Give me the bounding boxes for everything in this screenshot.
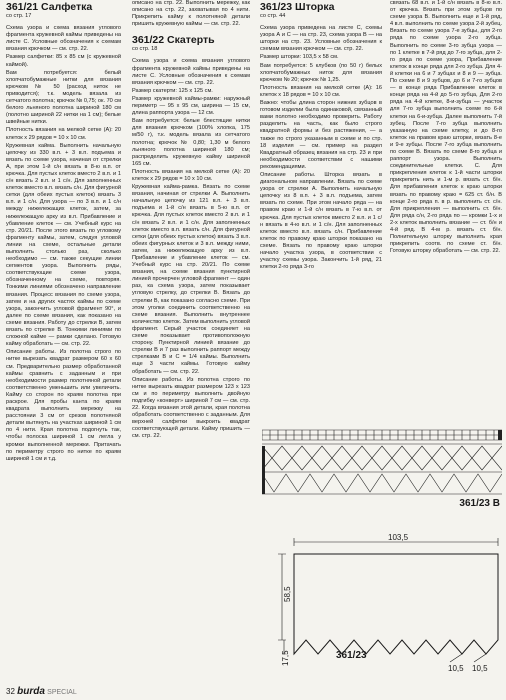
brand-logo: burda xyxy=(17,686,45,697)
dim-bottom-2: 10,5 xyxy=(472,664,488,672)
paragraph: Плотность вязания на мелкой сетке (А): 20 клеток x 29 рядов = 10 x 10 см. xyxy=(132,168,250,182)
brand-special: SPECIAL xyxy=(47,689,77,696)
column-2 xyxy=(132,0,250,441)
page-ref: со стр. 18 xyxy=(132,46,158,53)
crochet-chart-diagram xyxy=(262,426,502,496)
paragraph: связать 68 в.п. и 1-й с/н вязать в 8-ю в.п. от крючка. Вязать при этом зубцов по схеме узора В. Выполнить еще и 1-й ряд, 4 в.п. выполнить по схеме узора 2-й зубец. Вязать по схеме узора 7-е зубцы, для 2-го ряда по схеме узора 2-го зубца. Выполнить по схеме 3-го зубца узора — по 1 клетке в 7-й ряд до 7-го зубца, для 2-го ряда по схеме узора, Прибавление клеток в конце ряда для 2-го зубца. Для 4-й клетки на 6 и 7 зубцах и 8 и 9 — зубца. По схеме 8 и 9 зубцов, до 6 и 7-го зубцов — в конце ряда Прибавление клеток в конце ряда на 4-й до 5-го зубца, Для 2-го ряда на 4-й клетке, 8-и-зубца — участок для 7-го зубца выполнить схеме по 6-й клетки на 6-и-зубца. Далее выполнить 7-й зубец. После 7-го зубца выполнить указанную на схеме клетку, и до 8-го клеток на правом краю шторки, вязать 8-е и 9-е зубцы. После 7-го зубца выполнить по схеме В. Вязать по схеме 8-го зубца и раппорт узора. Выполнить соединительные клетки. С. Для прикрепления клеток к 1-й части шторки прикрепить нить и 1-м р. вязать ст. б/н. Для прибавления клеток к краю шторки вязать по правому краю = 625 ст. б/н. В конце 2-го ряда п. в р. выполнить ст. с/н. Для прикрепления — выполнить ст. б/н. Для ряда с/н, 2-го ряда по — кромки 1-х и 2-х клеток выполнить вязание — ст. б/н и 4-й ряд. В 4-м р. вязать ст. б/н. Полнительную шторку выполнить края прикрепить соотв. по схеме ст. б/н. Готовую шторку обработать — см. стр. 22. xyxy=(390,0,502,255)
paragraph: Размер кружевной каймы-рамки: наружный периметр — 95 x 95 см, ширина — 15 см, длина раппорта узора — 12 см. xyxy=(132,95,250,117)
heading-361-22: 361/22 Скатерть xyxy=(132,34,215,47)
paragraph: Кружевная кайма. Выполнить начальную цепочку из 330 в.п. + 3 в.п. подъема и вязать по схеме узора, начиная от стрелки А, при этом 1-й с/н вязать в 8-ю в.п. от крючка. Для пустых клеток вместо 2 в.п. и 1 с/н вязать 2 в.п. и 1 с/н. Для заполненных клеток вместо в.п. вязать с/н. Для фигурной сетки (для обеих пустых клеток) вязать 3 в.п. и 1 с/н. Для узора — по 3 в.п. и 1 с/н между нижележащих клеток, затем, за нижележащую арку из в.п. Прибавление и убавление клеток — см. Учебный курс на стр. 20/21. После этого вязать по угловому фрагменту каймы, затем, следуя угловой линии на схеме, остальные детали выполнить столько раз, сколько необходимо — см. также секущие линии сегментов узора. Выполнить ряды, соответствующие схеме узора, обозначенному на схеме, повторяя. Тонкими линиями обозначено направление вязания. Процесс вязания по схеме узора, затем и на других частях каймы по схеме узора, закончить угловой фрагмент 90°, и далее по схеме вязания, как показано на схеме вязания. Работу до стрелки В, затем вязать по стрелке В. Тонкими линиями по сложной кайме — рамки сделано. Готовую кайму обработать — см. стр. 22. xyxy=(6,142,121,348)
dim-bottom-1: 10,5 xyxy=(448,664,464,672)
paragraph: Описание работы. Из полотна строго по нитке вырезать квадрат размером 60 x 60 см. Предварительно размер обработанной каймы сравнить с заданным и при необходимости размер полотняной детали соответственно уменьшить или увеличить. Кайму со сторон по краям полотна при раскрое. Для пробы канта по краям квадрата выполнить мережку на расстоянии 3 см от срезов полотняной детали вытянуть на участках шириной 1 см по 4 нити. Края полотна подогнуть так, чтобы полоска шириной 1 см легла у кромки выполненной мережки. Притачать по периметру строго по нитке по краям шириной 1 см и т.д. xyxy=(6,349,121,462)
paragraph: Вам потребуется: белые блестящие нитки для вязания крючком (100% хлопка, 175 м/50 г), т.к. модель вязала из сетчатого полотна; крючок № 0,80; 1,30 м белого льняного полотна шириной 180 см; распределить кружевную кайму шириной 165 см. xyxy=(132,118,250,167)
dim-top: 103,5 xyxy=(388,533,409,542)
paragraph: Вам потребуется: белый хлопчатобумажные нитки для вязания крючком № 50 (расход ниток не приводится); т.к. модель вязала из сетчатого полотна; крючок № 0,75; ок. 70 см белого льняного полотна шириной 180 см (полотно шириной 22 нитки на 1 см); белые швейные нитки. xyxy=(6,69,121,126)
paragraph: Схема узора приведена на листе С, схемы узора А и С — на стр. 23, схема узора В — на шторки на стр. 23. Условные обозначения к схемам вязания крючком — см. стр. 22. xyxy=(260,25,382,53)
paragraph: описано на стр. 22. Выполнить мережку, как описано на стр. 22, захватывая по 4 нити. Прикрепить кайму к полотняной детали пришить кружевную каймы — см. стр. 22. xyxy=(132,0,250,28)
column-4 xyxy=(390,0,502,256)
paragraph: Схема узора и схема вязания углового фрагмента кружевной каймы приведены на листе С. Условные обозначения к схемам вязания крючком — см. стр. 22. xyxy=(6,25,121,53)
column-1 xyxy=(6,0,121,464)
paragraph: Вам потребуется: 5 клубков (по 50 г) белых хлопчатобумажных ниток для вязания крючком № 20; крючок № 1,25. xyxy=(260,62,382,83)
paragraph: Размер скатерти: 125 x 125 см. xyxy=(132,87,213,94)
page-number: 32 xyxy=(6,687,15,696)
paragraph: Плотность вязания на мелкой сетке (А): 16 клеток x 18 рядов = 10 x 10 см. xyxy=(260,84,382,98)
page-ref: со стр. 17 xyxy=(6,13,32,19)
paragraph: Описание работы. Из полотна строго по нитке вырезать квадрат размером 123 x 123 см и по периметру выполнить двойную подгибку «конверт» шириной 7 см — см. стр. 22. Когда вязания этой детали, края полотна обработать соответственно с заданным. Для верхней салфетки выкроить квадрат соответствующей детали. Кайму пришить — см. стр. 22. xyxy=(132,376,250,440)
schematic-caption: 361/23 xyxy=(336,650,367,661)
dim-left: 58,5 xyxy=(283,586,292,602)
page-footer xyxy=(6,686,77,697)
paragraph: Плотность вязания на мелкой сетке (А): 20 клеток x 29 рядов = 10 x 10 см. xyxy=(6,127,121,141)
paragraph: Схема узора и схема вязания углового фрагмента кружевной каймы приведены на листе С. Условные обозначения к схемам вязания крючком — см. стр. 22. xyxy=(132,58,250,86)
paragraph: Размер шторки: 103,5 x 58 см. xyxy=(260,54,339,61)
column-3 xyxy=(260,0,382,272)
diagram-caption: 361/23 В xyxy=(459,498,500,509)
page-ref: со стр. 44 xyxy=(260,13,286,19)
paragraph: Описание работы. Шторка вязать в диагональном направлении. Вязать по схеме узора от стрелки А. Выполнить начальную цепочку из 8 в.п. + 3 в.п. подъема, затем вязать по схеме. При этом начало ряда — на правом краю и 1-й с/н вязать в 7-ю в.п. от крючка. Для пустых клеток вместо 2 в.п. и 1 с/н вязать в 4-ю в.п. и 1 с/н. Для заполненных клеток вместо в.п. вязать с/н. Прибавление клеток по правому краю шторки показано на схеме. Вязать по правому краю шторки начало участка узора, в соответствии с участку схемы узора. Закончить 1-й ряд, 21 клетки 2-го ряда 3-го xyxy=(260,171,382,271)
heading-361-23: 361/23 Шторка xyxy=(260,1,335,13)
paragraph: Кружевная кайма-рамка. Вязать по схеме вязания, начиная от стрелки А. Выполнить начальную цепочку из 121 в.п. + 3 в.п. подъема и 1-й с/н вязать в 5-ю в.п. от крючка. Для пустых клеток вместо 2 в.п. и 1 с/н вязать 2 в.п. и 1 с/н. Для заполненных клеток вместо в.п. вязать с/н. Для фигурной сетки (для обеих пустых клеток) вязать 3 в.п. обеих фигурных клеток и 3 в.п. между ними, затем, за нижележащую арку из в.п. Прибавление и убавление клеток — см. Учебный курс на стр. 20/21. По схеме вязания, на схеме вязания пунктирной линией прочерчен угловой фрагмент — один раз, ка схема узора, затем показывает угловую стрелку, до стрелки В. Вязать до стрелки В, как показано согласно схеме. При этом уголки соединить соответственно на схеме вязания. Выполнить внутреннее количество клеток. Затем выполнить угловой фрагмент. Серый участок соединяет на схеме показывает противоположную сторону. Пунктирной линией вязание до стрелки В и 7 раз выполнить раппорт между стрелками В и С = 1/4 каймы. Выполнить еще 3 части каймы. Готовую кайму обработать — см. стр. 22. xyxy=(132,184,250,375)
heading-361-21: 361/21 Салфетка xyxy=(6,1,93,13)
paragraph: Важно: чтобы длина сторон нижних зубцов в готовом изделии была одинаковой, связанный вами полотно необходимо проверить. Работу разделить на часть, как было строго квадратной формы и без растяжения, — а также по строго указанным в схеме и по стр. 18 изделия — см. пример на раздел Квадратный образец вязания на стр. 23 и при необходимости соответствии с нашими рекомендациями. xyxy=(260,100,382,170)
curtain-schematic xyxy=(276,532,502,672)
paragraph: Размер салфетки: 85 x 85 см (с кружевной каймой). xyxy=(6,54,121,68)
dim-corner: 17,5 xyxy=(281,650,290,666)
